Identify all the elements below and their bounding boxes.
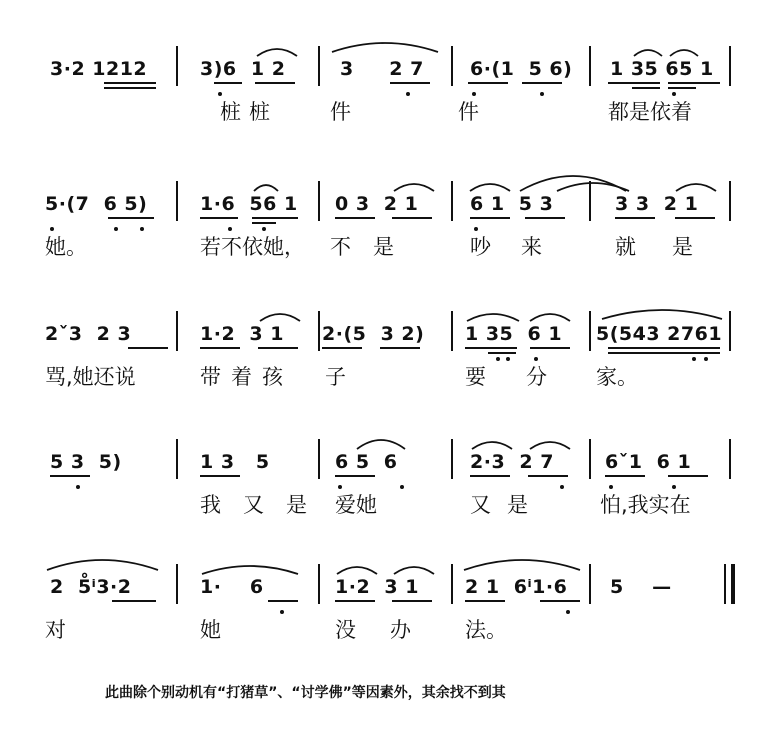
measure-notation: 1 35 6 1 (465, 323, 563, 345)
octave-dot (400, 485, 404, 489)
beam-underline (465, 600, 505, 602)
beam-underline (465, 347, 517, 349)
score-system-1 (0, 30, 772, 160)
beam-underline (608, 352, 720, 354)
barline (589, 46, 591, 86)
barline (176, 439, 178, 479)
lyric-text: 子 (325, 365, 346, 389)
beam-underline (470, 475, 510, 477)
final-barline-thick (731, 564, 735, 604)
lyric-text: 骂,她还说 (45, 365, 136, 389)
barline (318, 564, 320, 604)
beam-underline (608, 347, 720, 349)
beam-underline (522, 82, 562, 84)
beam-underline (668, 475, 708, 477)
measure-notation: 2·(5 3 2) (322, 323, 425, 345)
barline (176, 46, 178, 86)
measure-notation: 3 3 2 1 (615, 193, 699, 215)
footnote-text: 此曲除个别动机有“打猪草”、“讨学佛”等因素外，其余找不到其 (105, 685, 506, 701)
beam-underline (380, 347, 420, 349)
octave-dot (406, 92, 410, 96)
measure-notation: 5 3 5) (50, 451, 122, 473)
measure-notation: 6 1 5 3 (470, 193, 554, 215)
beam-underline (104, 87, 156, 89)
beam-underline (468, 82, 508, 84)
slur-arc (255, 42, 299, 58)
octave-dot (704, 357, 708, 361)
beam-underline (200, 217, 238, 219)
lyric-text: 她 (200, 618, 221, 642)
barline (589, 564, 591, 604)
lyric-text: 带着孩 (200, 365, 293, 389)
lyric-text: 件 (458, 100, 479, 124)
beam-underline (252, 217, 298, 219)
measure-notation: 1·2 3 1 (335, 576, 419, 598)
beam-underline (50, 475, 90, 477)
measure-notation: 2 1 6ⁱ1·6 (465, 576, 568, 598)
barline (176, 311, 178, 351)
lyric-text: 吵来 (470, 235, 572, 259)
barline (729, 46, 731, 86)
measure-notation: 3·2 1212 (50, 58, 148, 80)
barline (729, 439, 731, 479)
beam-underline (258, 347, 298, 349)
score-system-5 (0, 548, 772, 678)
barline (589, 439, 591, 479)
slur-arc (555, 177, 631, 193)
measure-notation: 5(543 2761 (596, 323, 723, 345)
measure-notation: 5 — (610, 576, 672, 598)
barline (729, 181, 731, 221)
lyric-text: 都是依着 (608, 100, 692, 124)
octave-dot (140, 227, 144, 231)
beam-underline (335, 217, 375, 219)
beam-underline (632, 87, 660, 89)
beam-underline (392, 600, 432, 602)
beam-underline (255, 82, 295, 84)
beam-underline (268, 600, 298, 602)
slur-arc (200, 560, 300, 576)
measure-notation: 1·6 56 1 (200, 193, 298, 215)
measure-notation: 2ˇ3 2 3 (45, 323, 132, 345)
beam-underline (335, 600, 375, 602)
slur-arc (465, 307, 521, 323)
barline (451, 311, 453, 351)
barline (318, 439, 320, 479)
final-barline-thin (724, 564, 726, 604)
barline (318, 181, 320, 221)
slur-arc (330, 36, 440, 54)
measure-notation: 0 3 2 1 (335, 193, 419, 215)
score-system-2 (0, 165, 772, 295)
lyric-text: 法。 (465, 618, 507, 642)
beam-underline (252, 222, 276, 224)
octave-dot (280, 610, 284, 614)
beam-underline (608, 82, 660, 84)
measure-notation: 1· 6 (200, 576, 264, 598)
measure-notation: 1 3 5 (200, 451, 270, 473)
beam-underline (675, 217, 715, 219)
slur-arc (45, 552, 160, 572)
beam-underline (128, 347, 168, 349)
beam-underline (322, 347, 362, 349)
measure-notation: 2 5̊ⁱ3·2 (50, 576, 132, 598)
lyric-text: 要分 (465, 365, 587, 389)
beam-underline (470, 217, 510, 219)
barline (729, 311, 731, 351)
lyric-text: 没办 (335, 618, 445, 642)
beam-underline (528, 475, 568, 477)
octave-dot (76, 485, 80, 489)
slur-arc (674, 177, 718, 193)
measure-notation: 6ˇ1 6 1 (605, 451, 692, 473)
beam-underline (540, 600, 580, 602)
beam-underline (615, 217, 655, 219)
measure-notation: 1 35 65 1 (610, 58, 714, 80)
measure-notation: 6 5 6 (335, 451, 398, 473)
lyric-text: 爱她 (335, 493, 377, 517)
lyric-text: 对 (45, 618, 66, 642)
measure-notation: 2·3 2 7 (470, 451, 554, 473)
slur-arc (462, 552, 582, 572)
score-system-3 (0, 295, 772, 425)
slur-arc (468, 177, 512, 193)
beam-underline (668, 87, 696, 89)
barline (589, 311, 591, 351)
lyric-text: 桩桩 (220, 100, 278, 124)
octave-dot (560, 485, 564, 489)
beam-underline (530, 347, 570, 349)
lyric-text: 不是 (330, 235, 416, 259)
octave-dot (692, 357, 696, 361)
barline (318, 311, 320, 351)
barline (451, 564, 453, 604)
barline (318, 46, 320, 86)
lyric-text: 若不依她， (200, 235, 305, 259)
slur-arc (258, 307, 302, 323)
measure-notation: 3)6 1 2 (200, 58, 286, 80)
slur-arc (252, 177, 280, 193)
slur-arc (355, 431, 407, 451)
barline (451, 181, 453, 221)
lyric-text: 件 (330, 100, 351, 124)
measure-notation: 1·2 3 1 (200, 323, 284, 345)
lyric-text: 又是 (470, 493, 544, 517)
beam-underline (605, 475, 645, 477)
beam-underline (488, 352, 516, 354)
beam-underline (214, 82, 242, 84)
measure-notation: 5·(7 6 5) (45, 193, 148, 215)
barline (451, 439, 453, 479)
beam-underline (104, 82, 156, 84)
beam-underline (200, 475, 240, 477)
slur-arc (528, 307, 572, 323)
slur-arc (335, 560, 379, 576)
barline (176, 181, 178, 221)
beam-underline (200, 347, 240, 349)
beam-underline (335, 475, 375, 477)
octave-dot (566, 610, 570, 614)
measure-notation: 6·(1 5 6) (470, 58, 573, 80)
beam-underline (108, 217, 154, 219)
barline (176, 564, 178, 604)
slur-arc (632, 42, 664, 58)
slur-arc (392, 560, 436, 576)
beam-underline (392, 217, 432, 219)
octave-dot (114, 227, 118, 231)
lyric-text: 我又是 (200, 493, 329, 517)
lyric-text: 怕,我实在 (600, 493, 691, 517)
barline (451, 46, 453, 86)
beam-underline (525, 217, 565, 219)
lyric-text: 家。 (596, 365, 638, 389)
slur-arc (600, 303, 724, 321)
slur-arc (528, 435, 572, 451)
score-system-4 (0, 423, 772, 553)
lyric-text: 就是 (615, 235, 729, 259)
slur-arc (668, 42, 700, 58)
beam-underline (390, 82, 430, 84)
octave-dot (540, 92, 544, 96)
beam-underline (668, 82, 720, 84)
measure-notation: 3 2 7 (340, 58, 424, 80)
lyric-text: 她。 (45, 235, 87, 259)
slur-arc (392, 177, 436, 193)
beam-underline (112, 600, 156, 602)
slur-arc (470, 435, 514, 451)
